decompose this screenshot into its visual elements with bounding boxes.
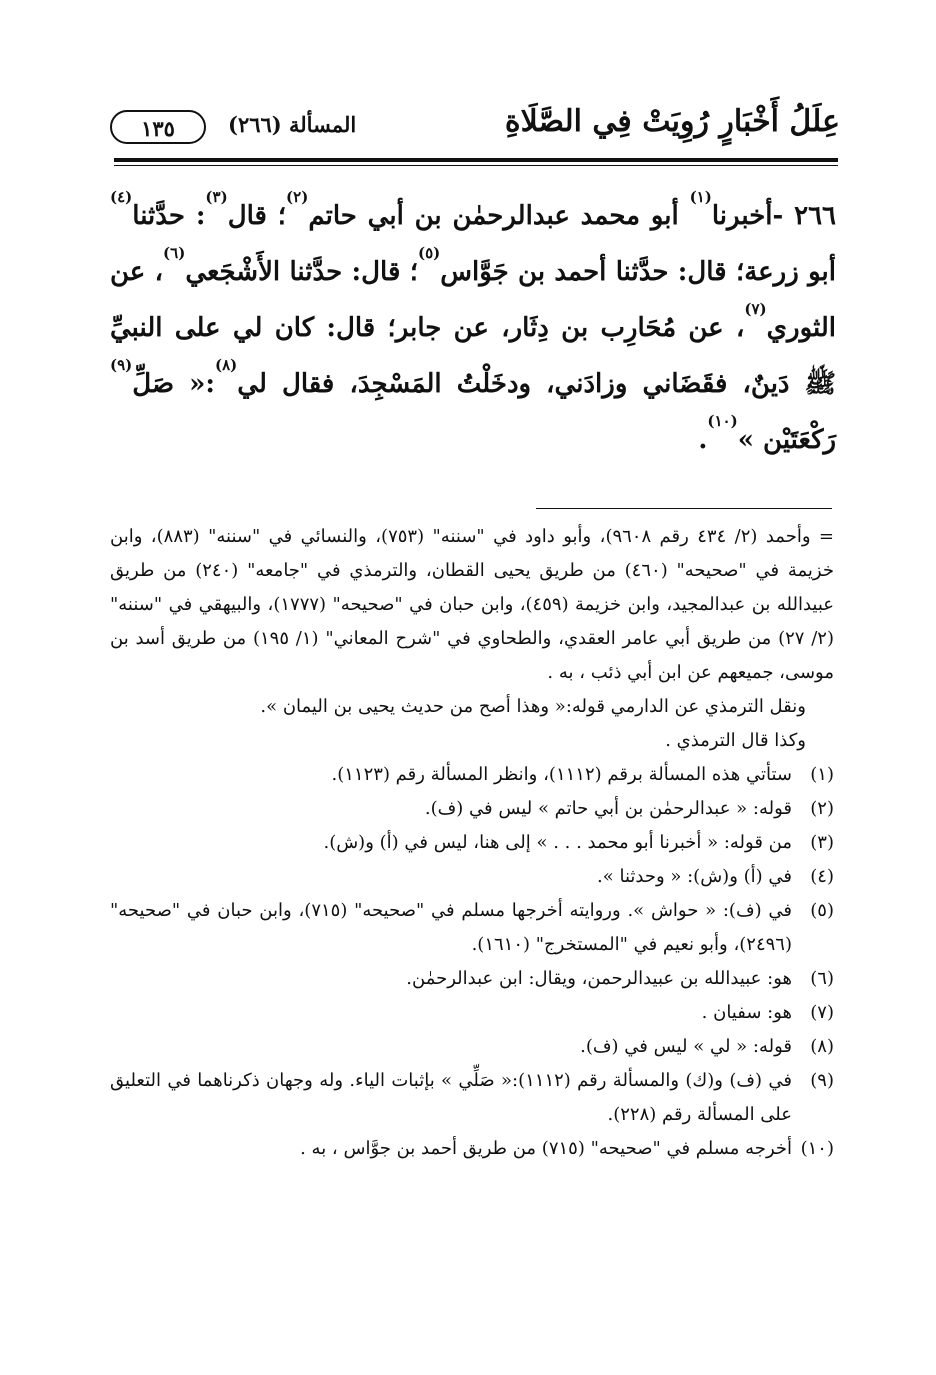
footnote-item: [110, 1030, 834, 1064]
footnote-number: (٨): [810, 1036, 834, 1057]
footnote-text: ستأتي هذه المسألة برقم (١١١٢)، وانظر المسألة رقم (١١٢٣).: [331, 764, 792, 785]
footnote-continuation: = وأحمد (٢/ ٤٣٤ رقم ٩٦٠٨)، وأبو داود في "سننه" (٧٥٣)، والنسائي في "سننه" (٨٨٣)، وابن خزيمة في "صحيحه" (٤٦٠) من طريق يحيى القطان، والترمذي في "جامعه" (٢٤٠) من طريق عبيدالله بن عبدالمجيد، وابن خزيمة (٤٥٩)، وابن حبان في "صحيحه" (١٧٧٧)، والبيهقي في "سننه" (٢/ ٢٧) من طريق أبي عامر العقدي، والطحاوي في "شرح المعاني" (١/ ١٩٥) من طريق أسد بن موسى، جميعهم عن ابن أبي ذئب ، به .: [110, 526, 834, 683]
footnote-item: [110, 996, 834, 1030]
footnote-text: في (ف) و(ك) والمسألة رقم (١١١٢):« صَلِّي » بإثبات الياء. وله وجهان ذكرناهما في التعليق على المسألة رقم (٢٢٨).: [110, 1070, 792, 1125]
text-segment: : حدَّثنا: [132, 201, 206, 231]
header-rule-thin: [114, 165, 838, 166]
footnote-text: من قوله: « أخبرنا أبو محمد . . . » إلى هنا، ليس في (أ) و(ش).: [323, 832, 792, 853]
footnote-ref: (٣): [205, 188, 228, 206]
footnote-item: [110, 1064, 834, 1132]
footnote-number: (١): [810, 764, 834, 785]
footnote-text: أخرجه مسلم في "صحيحه" (٧١٥) من طريق أحمد بن جوَّاس ، به .: [300, 1138, 792, 1159]
footnote-ref: (٤): [110, 188, 133, 206]
header-rule-thick: [114, 158, 838, 162]
footnotes: [110, 520, 834, 1166]
footnote-ref: (٨): [215, 356, 238, 374]
footnote-item: [110, 826, 834, 860]
footnote-continuation: ونقل الترمذي عن الدارمي قوله:« وهذا أصح من حديث يحيى بن اليمان ».: [260, 696, 806, 717]
footnote-item: [110, 758, 834, 792]
footnote-ref: (٧): [744, 300, 767, 318]
footnote-item: [110, 894, 834, 962]
issue-number: ٢٦٦ -: [772, 201, 837, 231]
footnote-ref: (١): [689, 188, 712, 206]
text-segment: أخبرنا: [711, 201, 773, 231]
text-segment: ؛ قال: حدَّثنا الأَشْجَعي: [185, 257, 418, 287]
footnote-ref: (١٠): [707, 412, 738, 430]
footnote-text: هو: عبيدالله بن عبيدالرحمن، ويقال: ابن عبدالرحمٰن.: [406, 968, 792, 989]
text-segment: أبو زرعة؛ قال: حدَّثنا أحمد بن جَوَّاس: [440, 257, 836, 287]
text-segment: ؛ قال: [227, 201, 287, 231]
footnote-ref: (٦): [163, 244, 186, 262]
footnote-number: (٩): [810, 1070, 834, 1091]
footnote-number: (١٠): [800, 1138, 834, 1159]
footnote-ref: (٥): [417, 244, 441, 262]
page-number: ١٣٥: [110, 110, 206, 144]
footnote-text: في (ف): « حواش ». وروايته أخرجها مسلم في "صحيحه" (٧١٥)، وابن حبان في "صحيحه" (٢٤٩٦)، وأبو نعيم في "المستخرج" (١٦١٠).: [110, 900, 793, 955]
text-segment: رَكْعَتَيْن »: [737, 425, 836, 455]
footnote-continuation: وكذا قال الترمذي .: [665, 730, 806, 751]
footnote-item: [110, 1132, 834, 1166]
footnote-text: في (أ) و(ش): « وحدثنا ».: [597, 866, 792, 887]
footnote-ref: (٢): [286, 188, 309, 206]
footnote-number: (٧): [810, 1002, 834, 1023]
main-text: [110, 188, 836, 468]
book-title: عِلَلُ أَخْبَارٍ رُوِيَتْ فِي الصَّلَاةِ: [504, 104, 840, 139]
footnote-item: [110, 860, 834, 894]
text-segment: أبو محمد عبدالرحمٰن بن أبي حاتم: [308, 201, 690, 231]
issue-label: المسألة (٢٦٦): [228, 112, 357, 137]
footnote-separator: [536, 508, 832, 509]
footnote-number: (٣): [810, 832, 834, 853]
footnote-text: قوله: « عبدالرحمٰن بن أبي حاتم » ليس في (ف).: [424, 798, 792, 819]
footnote-number: (٥): [810, 900, 834, 921]
text-segment: ، عن الثوري: [110, 257, 836, 343]
footnote-number: (٤): [810, 866, 834, 887]
text-segment: :« صَلِّ: [132, 369, 215, 399]
footnote-item: [110, 962, 834, 996]
footnote-number: (٢): [810, 798, 834, 819]
footnote-text: قوله: « لي » ليس في (ف).: [580, 1036, 792, 1057]
hadith-paragraph: [110, 188, 836, 468]
footnote-ref: (٩): [110, 356, 133, 374]
footnote-number: (٦): [810, 968, 834, 989]
page-header: [110, 100, 840, 156]
footnote-item: [110, 792, 834, 826]
footnote-text: هو: سفيان .: [701, 1002, 792, 1023]
text-segment: ، عن مُحَارِب بن دِثَار، عن جابر؛ قال: كان لي على النبيِّ ﷺ دَينٌ، فقَضَاني وزادَني، ودخَلْتُ المَسْجِدَ، فقال لي: [110, 313, 837, 399]
text-segment: .: [698, 425, 708, 455]
